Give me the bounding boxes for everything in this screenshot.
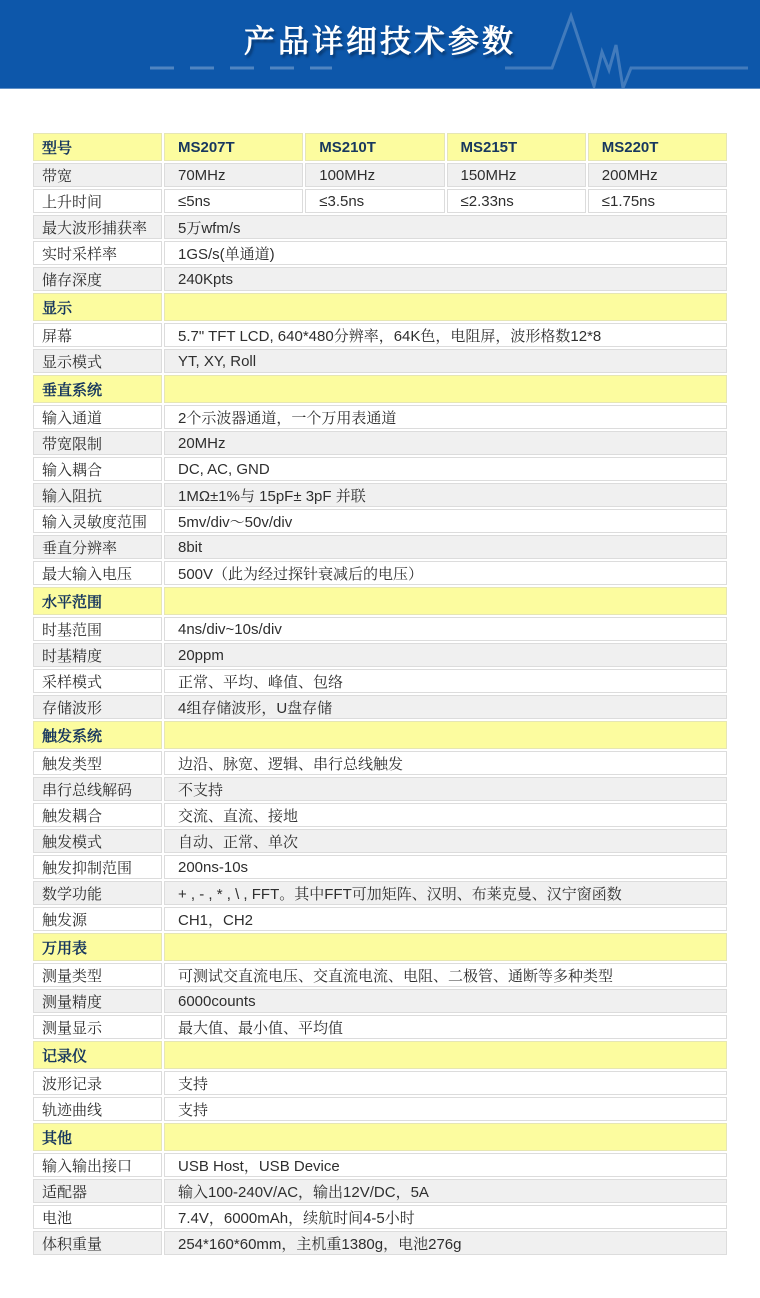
spec-value-cell: 边沿、脉宽、逻辑、串行总线触发 <box>164 751 727 775</box>
section-label-cell: 显示 <box>33 293 162 321</box>
section-filler-cell <box>164 721 727 749</box>
spec-label-cell: 采样模式 <box>33 669 162 693</box>
spec-value-cell: 支持 <box>164 1097 727 1121</box>
table-row <box>33 1231 727 1255</box>
table-row <box>33 349 727 373</box>
table-row <box>33 669 727 693</box>
table-row <box>33 855 727 879</box>
table-row <box>33 695 727 719</box>
title-banner <box>0 0 760 89</box>
table-row <box>33 1071 727 1095</box>
spec-label-cell: 触发抑制范围 <box>33 855 162 879</box>
spec-value-cell: ≤2.33ns <box>447 189 586 213</box>
spec-value-cell: 240Kpts <box>164 267 727 291</box>
spec-value-cell: 5万wfm/s <box>164 215 727 239</box>
table-row <box>33 907 727 931</box>
spec-value-cell: DC, AC, GND <box>164 457 727 481</box>
table-row <box>33 881 727 905</box>
table-row <box>33 1205 727 1229</box>
table-row <box>33 989 727 1013</box>
table-row <box>33 1097 727 1121</box>
table-row <box>33 1153 727 1177</box>
spec-label-cell: 触发源 <box>33 907 162 931</box>
spec-label-cell: 数学功能 <box>33 881 162 905</box>
table-row <box>33 1015 727 1039</box>
section-label-cell: 触发系统 <box>33 721 162 749</box>
spec-value-cell: 4ns/div~10s/div <box>164 617 727 641</box>
spec-label-cell: 体积重量 <box>33 1231 162 1255</box>
table-row <box>33 777 727 801</box>
table-row <box>33 751 727 775</box>
spec-value-cell: YT, XY, Roll <box>164 349 727 373</box>
model-name-cell: MS210T <box>305 133 444 161</box>
spec-label-cell: 测量显示 <box>33 1015 162 1039</box>
spec-label-cell: 适配器 <box>33 1179 162 1203</box>
table-row <box>33 189 727 213</box>
section-header-row <box>33 933 727 961</box>
spec-value-cell: 500V（此为经过探针衰减后的电压） <box>164 561 727 585</box>
spec-label-cell: 屏幕 <box>33 323 162 347</box>
spec-label-cell: 轨迹曲线 <box>33 1097 162 1121</box>
spec-value-cell: 70MHz <box>164 163 303 187</box>
table-row <box>33 1179 727 1203</box>
spec-label-cell: 触发模式 <box>33 829 162 853</box>
spec-value-cell: ≤5ns <box>164 189 303 213</box>
spec-value-cell: 7.4V，6000mAh，续航时间4-5小时 <box>164 1205 727 1229</box>
spec-value-cell: 自动、正常、单次 <box>164 829 727 853</box>
spec-value-cell: 输入100-240V/AC，输出12V/DC，5A <box>164 1179 727 1203</box>
spec-label-cell: 串行总线解码 <box>33 777 162 801</box>
spec-label-cell: 测量精度 <box>33 989 162 1013</box>
spec-table <box>33 133 727 1257</box>
spec-value-cell: 200ns-10s <box>164 855 727 879</box>
spec-value-cell: 4组存储波形，U盘存储 <box>164 695 727 719</box>
spec-label-cell: 显示模式 <box>33 349 162 373</box>
section-filler-cell <box>164 375 727 403</box>
model-name-cell: MS215T <box>447 133 586 161</box>
spec-value-cell: 支持 <box>164 1071 727 1095</box>
table-row <box>33 803 727 827</box>
spec-label-cell: 输入输出接口 <box>33 1153 162 1177</box>
spec-value-cell: 200MHz <box>588 163 727 187</box>
page-title: 产品详细技术参数 <box>244 24 516 59</box>
section-filler-cell <box>164 1123 727 1151</box>
spec-label-cell: 电池 <box>33 1205 162 1229</box>
table-row <box>33 323 727 347</box>
spec-value-cell: 正常、平均、峰值、包络 <box>164 669 727 693</box>
section-filler-cell <box>164 587 727 615</box>
spec-value-cell: ≤3.5ns <box>305 189 444 213</box>
spec-value-cell: 150MHz <box>447 163 586 187</box>
section-header-row <box>33 293 727 321</box>
spec-label-cell: 波形记录 <box>33 1071 162 1095</box>
table-row <box>33 829 727 853</box>
section-label-cell: 垂直系统 <box>33 375 162 403</box>
section-filler-cell <box>164 933 727 961</box>
section-header-row <box>33 1041 727 1069</box>
spec-label-cell: 带宽 <box>33 163 162 187</box>
spec-value-cell: ≤1.75ns <box>588 189 727 213</box>
spec-label-cell: 时基范围 <box>33 617 162 641</box>
spec-value-cell: 100MHz <box>305 163 444 187</box>
spec-value-cell: 20ppm <box>164 643 727 667</box>
table-row <box>33 241 727 265</box>
section-filler-cell <box>164 293 727 321</box>
spec-label-cell: 上升时间 <box>33 189 162 213</box>
spec-value-cell: 1GS/s(单通道) <box>164 241 727 265</box>
spec-label-cell: 最大输入电压 <box>33 561 162 585</box>
table-row <box>33 509 727 533</box>
spec-label-cell: 垂直分辨率 <box>33 535 162 559</box>
spec-value-cell: USB Host，USB Device <box>164 1153 727 1177</box>
spec-value-cell: 5.7" TFT LCD, 640*480分辨率，64K色，电阻屏，波形格数12*8 <box>164 323 727 347</box>
model-name-cell: MS220T <box>588 133 727 161</box>
spec-label-cell: 输入灵敏度范围 <box>33 509 162 533</box>
spec-value-cell: 1MΩ±1%与 15pF± 3pF 并联 <box>164 483 727 507</box>
table-row <box>33 431 727 455</box>
table-row <box>33 267 727 291</box>
section-header-row <box>33 375 727 403</box>
spec-label-cell: 时基精度 <box>33 643 162 667</box>
section-filler-cell <box>164 1041 727 1069</box>
table-row <box>33 617 727 641</box>
spec-label-cell: 实时采样率 <box>33 241 162 265</box>
table-row <box>33 457 727 481</box>
spec-value-cell: 5mv/div～50v/div <box>164 509 727 533</box>
section-label-cell: 万用表 <box>33 933 162 961</box>
model-name-cell: MS207T <box>164 133 303 161</box>
spec-label-cell: 输入阻抗 <box>33 483 162 507</box>
section-label-cell: 记录仪 <box>33 1041 162 1069</box>
table-row <box>33 561 727 585</box>
spec-value-cell: 不支持 <box>164 777 727 801</box>
spec-value-cell: + , - , * , \ , FFT。其中FFT可加矩阵、汉明、布莱克曼、汉宁窗函数 <box>164 881 727 905</box>
table-row <box>33 483 727 507</box>
table-row <box>33 215 727 239</box>
spec-value-cell: 20MHz <box>164 431 727 455</box>
spec-value-cell: 6000counts <box>164 989 727 1013</box>
model-header-row <box>33 133 727 161</box>
spec-label-cell: 带宽限制 <box>33 431 162 455</box>
spec-label-cell: 输入通道 <box>33 405 162 429</box>
spec-value-cell: 最大值、最小值、平均值 <box>164 1015 727 1039</box>
spec-label-cell: 测量类型 <box>33 963 162 987</box>
spec-value-cell: CH1，CH2 <box>164 907 727 931</box>
section-label-cell: 其他 <box>33 1123 162 1151</box>
spec-value-cell: 交流、直流、接地 <box>164 803 727 827</box>
spec-value-cell: 254*160*60mm，主机重1380g，电池276g <box>164 1231 727 1255</box>
spec-value-cell: 2个示波器通道，一个万用表通道 <box>164 405 727 429</box>
spec-label-cell: 输入耦合 <box>33 457 162 481</box>
section-label-cell: 水平范围 <box>33 587 162 615</box>
spec-label-cell: 触发耦合 <box>33 803 162 827</box>
table-row <box>33 643 727 667</box>
section-header-row <box>33 587 727 615</box>
spec-label-cell: 最大波形捕获率 <box>33 215 162 239</box>
table-row <box>33 163 727 187</box>
spec-label-cell: 储存深度 <box>33 267 162 291</box>
spec-value-cell: 8bit <box>164 535 727 559</box>
table-row <box>33 535 727 559</box>
table-row <box>33 405 727 429</box>
spec-label-cell: 型号 <box>33 133 162 161</box>
section-header-row <box>33 1123 727 1151</box>
table-row <box>33 963 727 987</box>
spec-value-cell: 可测试交直流电压、交直流电流、电阻、二极管、通断等多种类型 <box>164 963 727 987</box>
spec-label-cell: 存储波形 <box>33 695 162 719</box>
spec-label-cell: 触发类型 <box>33 751 162 775</box>
section-header-row <box>33 721 727 749</box>
